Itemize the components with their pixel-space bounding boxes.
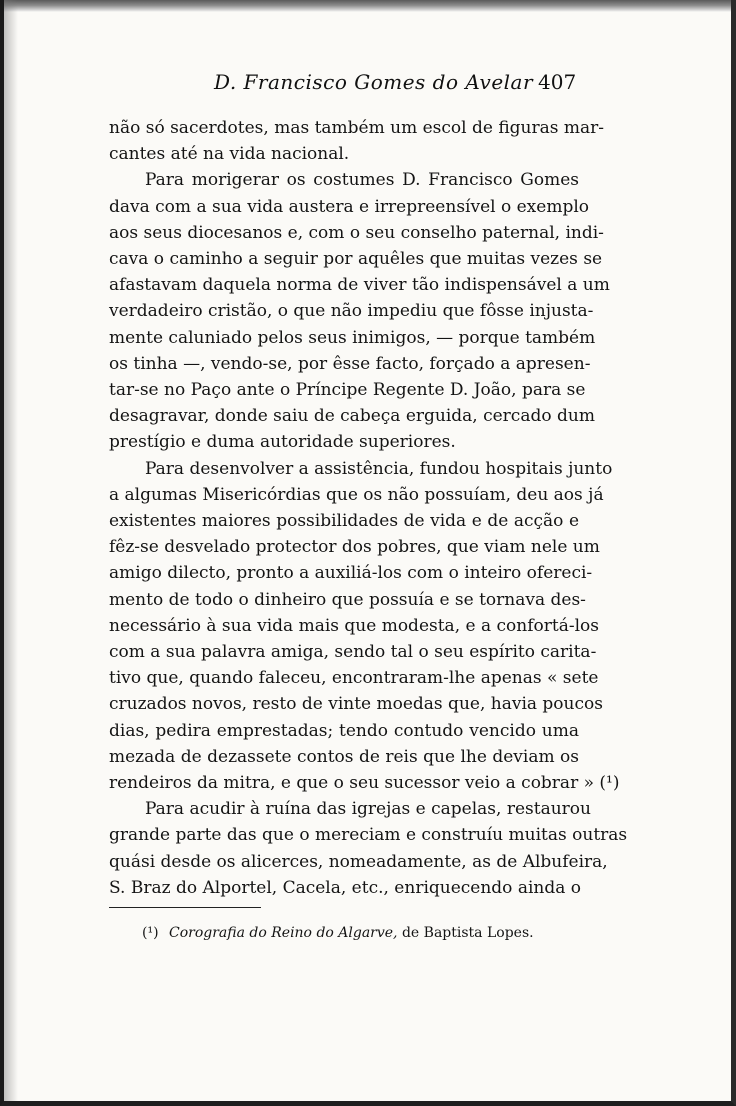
text-line: cruzados novos, resto de vinte moedas que, havia poucos xyxy=(109,694,603,715)
text-line: dias, pedira emprestadas; tendo contudo vencido uma xyxy=(109,720,579,741)
text-line: necessário à sua vida mais que modesta, e a confortá-los xyxy=(109,615,599,636)
body-text xyxy=(109,115,628,901)
text-line: cantes até na vida nacional. xyxy=(109,144,350,165)
text-line: os tinha —, vendo-se, por êsse facto, forçado a apresen- xyxy=(109,353,591,374)
text-line: Para morigerar os costumes D. Francisco Gomes xyxy=(145,170,579,191)
text-line: aos seus diocesanos e, com o seu conselho paternal, indi- xyxy=(109,222,604,243)
page-number: 407 xyxy=(538,70,577,94)
footnote-divider xyxy=(109,907,261,908)
text-line: quási desde os alicerces, nomeadamente, as de Albufeira, xyxy=(109,851,608,872)
page-header xyxy=(4,70,736,100)
text-line: tivo que, quando faleceu, encontraram-lhe apenas « sete xyxy=(109,668,599,689)
scan-top-edge xyxy=(4,0,736,12)
text-line: Para desenvolver a assistência, fundou hospitais junto xyxy=(145,458,613,479)
text-line: afastavam daquela norma de viver tão indispensável a um xyxy=(109,275,610,296)
text-line: fêz-se desvelado protector dos pobres, que viam nele um xyxy=(109,537,600,558)
text-line: a algumas Misericórdias que os não possuíam, deu aos já xyxy=(109,484,604,505)
footnote xyxy=(142,925,534,941)
text-line: grande parte das que o mereciam e construíu muitas outras xyxy=(109,825,628,846)
text-line: existentes maiores possibilidades de vida e de acção e xyxy=(109,511,579,532)
running-title: D. Francisco Gomes do Avelar xyxy=(214,70,534,94)
footnote-title: Corografia do Reino do Algarve, xyxy=(169,925,398,941)
text-line: cava o caminho a seguir por aquêles que muitas vezes se xyxy=(109,249,603,270)
text-line: amigo dilecto, pronto a auxiliá-los com o inteiro ofereci- xyxy=(109,563,593,584)
text-line: verdadeiro cristão, o que não impediu que fôsse injusta- xyxy=(109,301,594,322)
text-line: mento de todo o dinheiro que possuía e se tornava des- xyxy=(109,589,586,610)
footnote-marker: (¹) xyxy=(142,925,159,941)
text-line: não só sacerdotes, mas também um escol de figuras mar- xyxy=(109,118,605,138)
text-line: dava com a sua vida austera e irrepreensível o exemplo xyxy=(109,196,590,217)
footnote-author: de Baptista Lopes. xyxy=(401,925,534,941)
text-line: desagravar, donde saiu de cabeça erguida, cercado dum xyxy=(109,406,595,427)
text-line: prestígio e duma autoridade superiores. xyxy=(109,432,456,453)
text-line: Para acudir à ruína das igrejas e capelas, restaurou xyxy=(145,799,591,820)
scan-gutter-shadow xyxy=(4,0,18,1106)
text-line: rendeiros da mitra, e que o seu sucessor veio a cobrar » (¹) xyxy=(109,773,620,794)
text-line: tar-se no Paço ante o Príncipe Regente D. João, para se xyxy=(109,380,586,401)
text-line: com a sua palavra amiga, sendo tal o seu espírito carita- xyxy=(109,642,597,663)
text-line: mente caluniado pelos seus inimigos, — porque também xyxy=(109,327,596,348)
text-line: S. Braz do Alportel, Cacela, etc., enriquecendo ainda o xyxy=(109,877,581,898)
text-line: mezada de dezassete contos de reis que lhe deviam os xyxy=(109,746,579,767)
